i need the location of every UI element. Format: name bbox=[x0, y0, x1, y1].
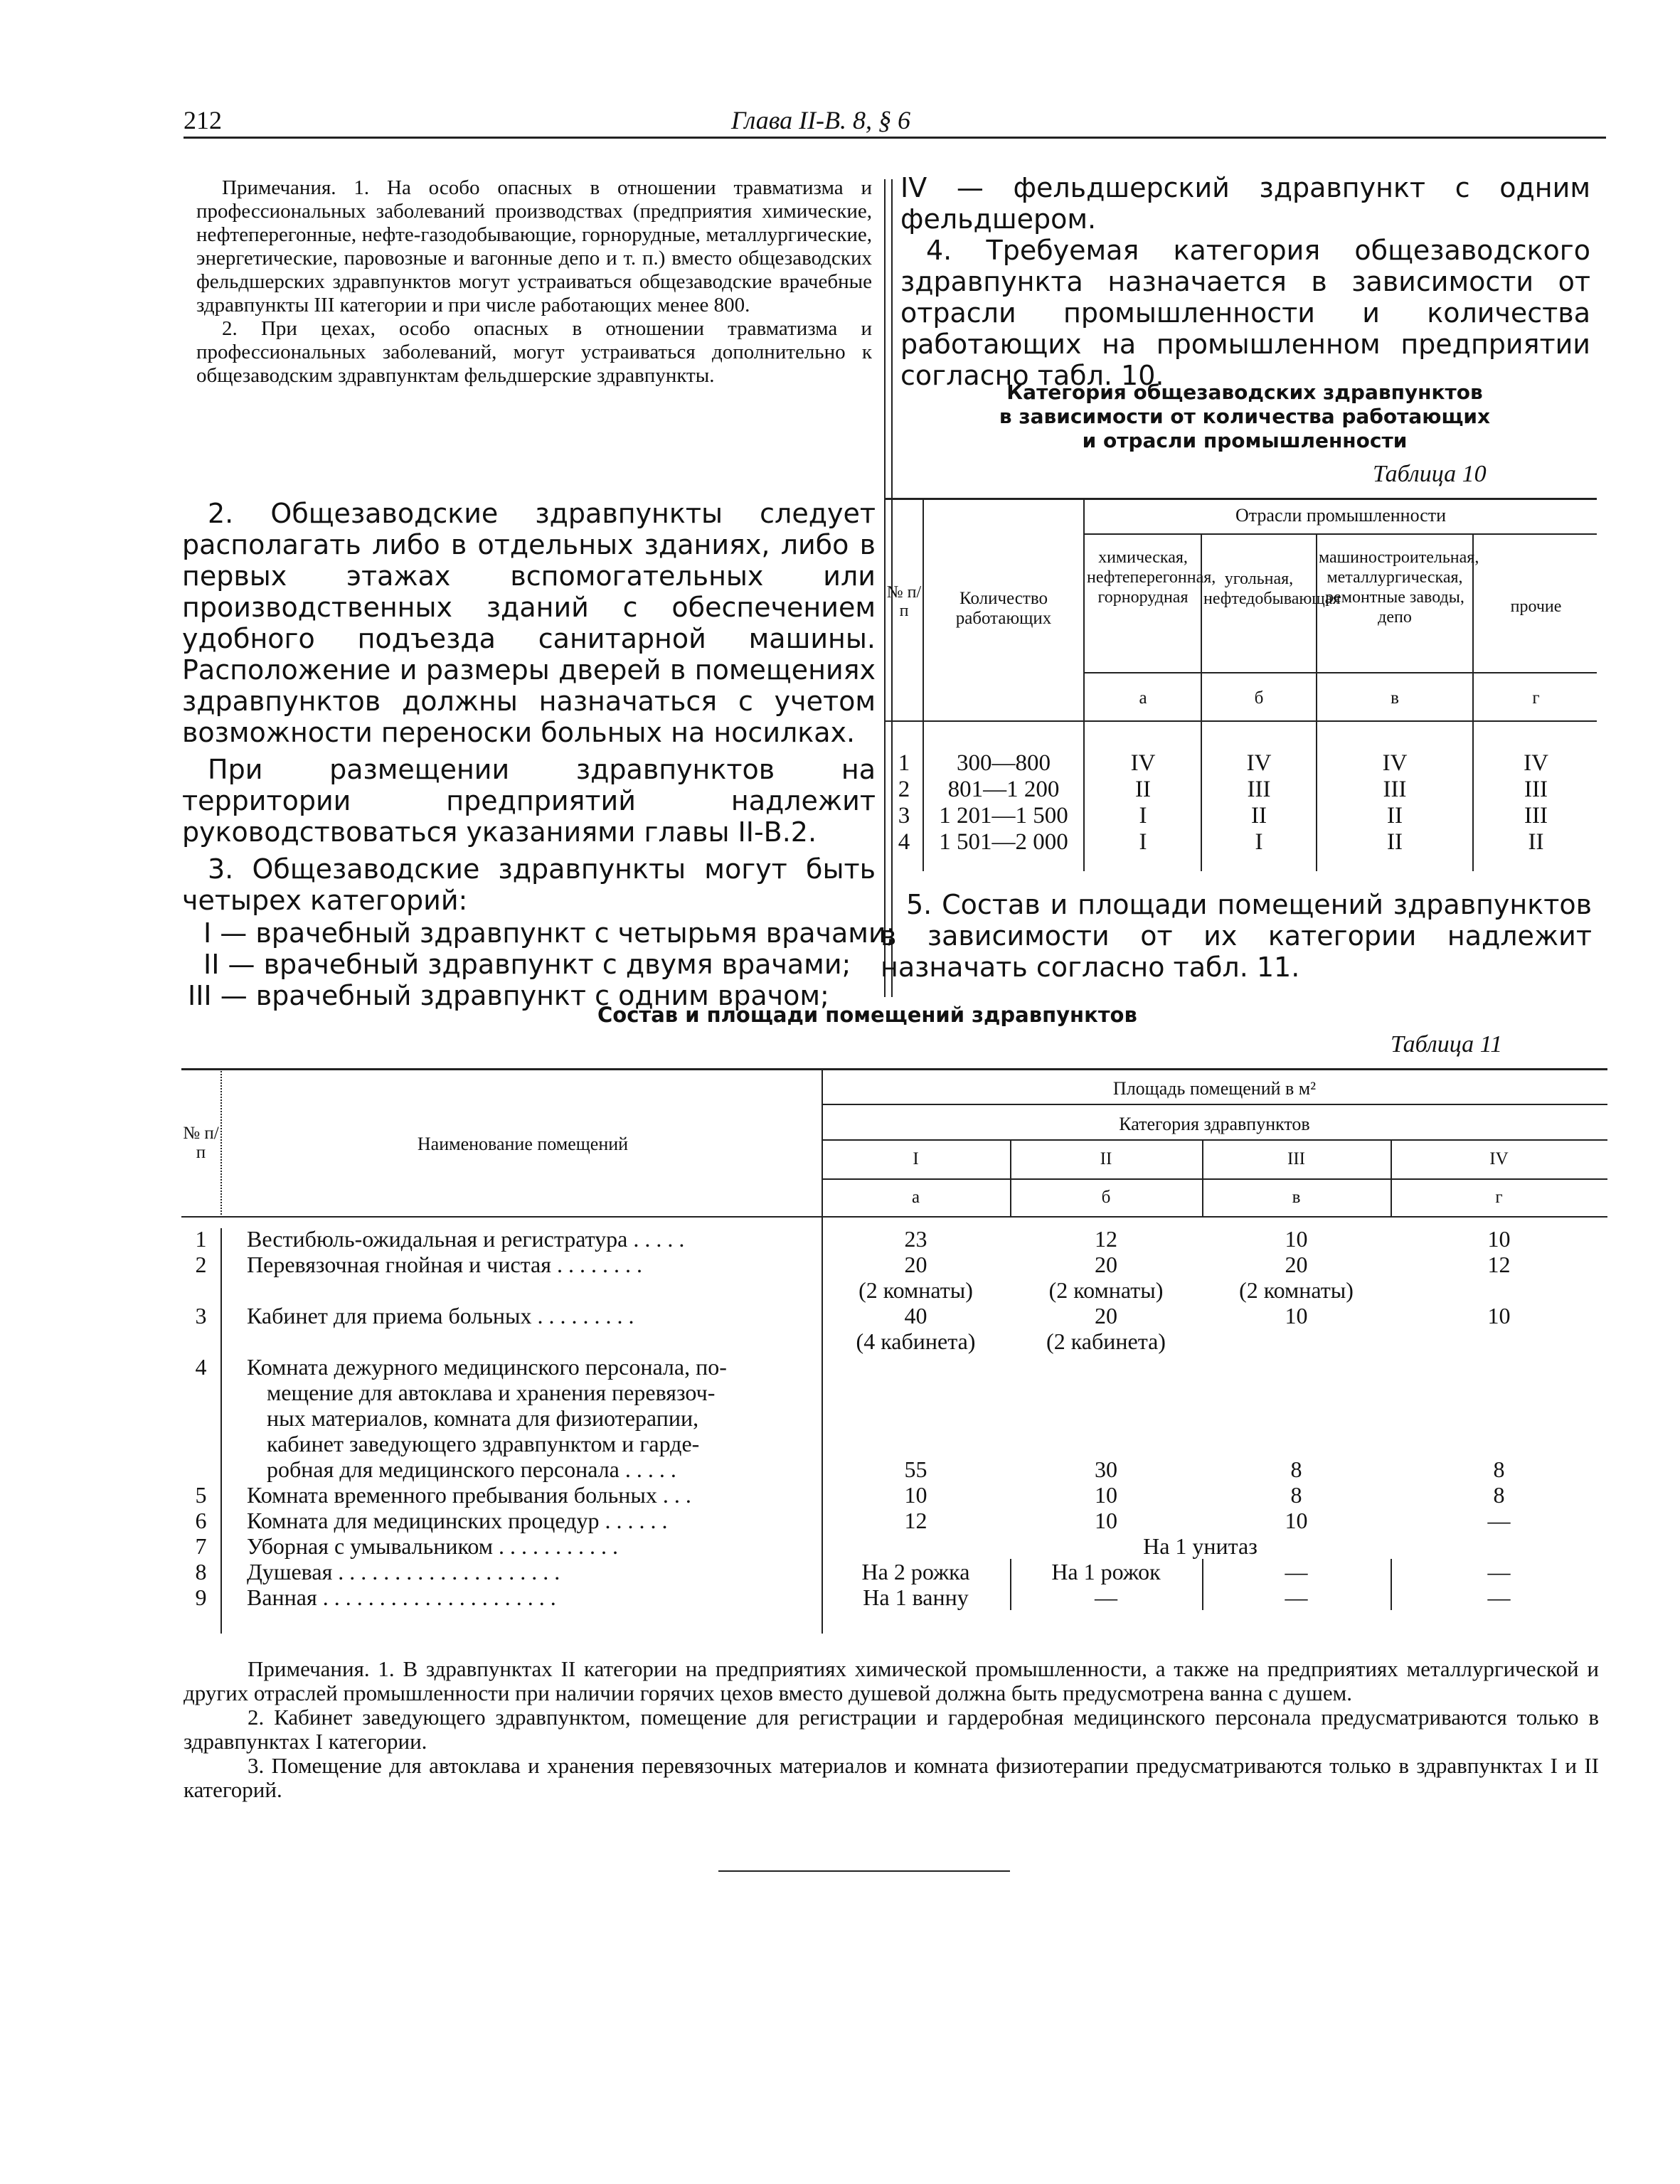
table11-caption: Состав и площади помещений здравпунктов bbox=[597, 1003, 1137, 1027]
t11-cell: 10 bbox=[1487, 1226, 1511, 1252]
table10-label: Таблица 10 bbox=[1373, 461, 1487, 487]
left-notes bbox=[196, 176, 872, 388]
t11-row-name: мещение для автоклава и хранения перевязоч- bbox=[267, 1380, 716, 1405]
bottom-note-2: 2. Кабинет заведующего здравпунктом, помещение для регистрации и гардеробная медицинского персонала предусматриваются только в здравпунктах I категории. bbox=[184, 1705, 1599, 1754]
para-5-text: 5. Состав и площади помещений здравпунктов в зависимости от их категории надлежит назначать согласно табл. 11. bbox=[881, 889, 1592, 983]
running-head: Глава II-В. 8, § 6 bbox=[731, 106, 911, 134]
t11-cat-3: III bbox=[1287, 1149, 1305, 1168]
t11-letter-a: а bbox=[911, 1188, 920, 1207]
t11-cell: (2 комнаты) bbox=[858, 1277, 973, 1303]
table10-caption-line: и отрасли промышленности bbox=[1082, 429, 1408, 452]
t11-row-name: робная для медицинского персонала . . . . . bbox=[267, 1456, 676, 1482]
t10-cell: I bbox=[1139, 829, 1147, 855]
t11-row-name: Уборная с умывальником . . . . . . . . . . . bbox=[247, 1533, 619, 1559]
table11-label: Таблица 11 bbox=[1391, 1031, 1503, 1058]
t11-row-name: Душевая . . . . . . . . . . . . . . . . . . . . bbox=[247, 1559, 560, 1584]
t11-row-num: 2 bbox=[195, 1252, 207, 1277]
t11-col-separator bbox=[1391, 1559, 1392, 1610]
t10-letter-c: в bbox=[1391, 688, 1399, 708]
t11-cat-header: Категория здравпунктов bbox=[1119, 1114, 1310, 1134]
right-body bbox=[900, 172, 1590, 391]
t11-cell: 20 bbox=[1095, 1252, 1117, 1277]
t10-cell: 300—800 bbox=[957, 750, 1051, 776]
t11-row-name: Комната для медицинских процедур . . . . . . bbox=[247, 1508, 668, 1533]
t11-row-num: 6 bbox=[195, 1508, 207, 1533]
t10-cell: II bbox=[1387, 803, 1403, 829]
t11-cell: 20 bbox=[1095, 1303, 1117, 1328]
t11-span-cell: На 1 унитаз bbox=[1143, 1533, 1258, 1559]
t10-cell: III bbox=[1247, 777, 1271, 802]
t11-row-num: 9 bbox=[195, 1584, 207, 1610]
t11-cell: — bbox=[1487, 1584, 1511, 1610]
t11-cell: — bbox=[1487, 1559, 1511, 1584]
t11-cell: (2 кабинета) bbox=[1046, 1328, 1166, 1354]
t10-cell: III bbox=[1383, 777, 1407, 802]
t10-col-qty: Количество работающих bbox=[955, 589, 1052, 628]
t11-cell: 20 bbox=[1285, 1252, 1308, 1277]
t11-row-num: 8 bbox=[195, 1559, 207, 1584]
t11-cell: 12 bbox=[1487, 1252, 1511, 1277]
t11-cell: 55 bbox=[904, 1456, 927, 1482]
t10-col-c: машиностроительная, металлургическая, ремонтные заводы, депо bbox=[1319, 548, 1479, 627]
t11-cell: (2 комнаты) bbox=[1239, 1277, 1354, 1303]
left-note-1: Примечания. 1. На особо опасных в отношении травматизма и профессиональных заболеваний производствах (предприятия химические, нефтеперегонные, нефте-газодобывающие, горнорудные, металлургические, энергетические, паровозные и вагонные депо и т. п.) вместо общезаводских фельдшерских здравпунктов могут устраиваться общезаводские врачебные здравпункты III категории и при числе работающих менее 800. bbox=[196, 176, 872, 316]
t11-cell: 12 bbox=[1095, 1226, 1117, 1252]
category-2: II — врачебный здравпункт с двумя врачами; bbox=[203, 949, 851, 980]
t11-cell: (4 кабинета) bbox=[856, 1328, 976, 1354]
t11-row-name: Вестибюль-ожидальная и регистратура . . . . . bbox=[247, 1226, 685, 1252]
t11-col-name: Наименование помещений bbox=[417, 1134, 629, 1154]
t11-cell: 23 bbox=[904, 1226, 927, 1252]
t11-cell: 8 bbox=[1493, 1482, 1505, 1508]
t11-col-num: № п/п bbox=[183, 1124, 219, 1162]
t10-col-a: химическая, нефтеперегонная, горнорудная bbox=[1087, 548, 1216, 607]
t11-cat-4: IV bbox=[1489, 1149, 1509, 1168]
t10-cell: 1 bbox=[898, 750, 910, 776]
t10-cell: I bbox=[1255, 829, 1263, 855]
t11-row-name: Ванная . . . . . . . . . . . . . . . . . . . . . bbox=[247, 1584, 556, 1610]
t10-col-d: прочие bbox=[1510, 597, 1562, 616]
t11-row-name: ных материалов, комната для физиотерапии, bbox=[267, 1405, 699, 1431]
t10-cell: II bbox=[1387, 829, 1403, 855]
category-list bbox=[182, 917, 895, 1011]
t11-row-num: 3 bbox=[195, 1303, 207, 1328]
t11-cell: 10 bbox=[1285, 1303, 1308, 1328]
t11-cell: На 2 рожка bbox=[861, 1559, 970, 1584]
t11-cell: 8 bbox=[1290, 1456, 1302, 1482]
t11-row-name: Комната временного пребывания больных . . . bbox=[247, 1482, 691, 1508]
category-3: III — врачебный здравпункт с одним врачом; bbox=[188, 980, 829, 1011]
t11-cell: — bbox=[1285, 1584, 1308, 1610]
t10-cell: II bbox=[1251, 803, 1267, 829]
t11-row-num: 4 bbox=[195, 1354, 207, 1380]
left-body bbox=[182, 498, 895, 1011]
para-3: 3. Общезаводские здравпункты могут быть четырех категорий: bbox=[182, 853, 876, 916]
bottom-notes bbox=[184, 1657, 1599, 1802]
t11-col-separator bbox=[1010, 1559, 1011, 1610]
t11-col-separator bbox=[1202, 1559, 1203, 1610]
t11-row-num: 7 bbox=[195, 1533, 207, 1559]
t10-cell: III bbox=[1524, 777, 1548, 802]
t10-cell: 801—1 200 bbox=[947, 777, 1060, 802]
t11-cat-2: II bbox=[1100, 1149, 1112, 1168]
t10-cell: 3 bbox=[898, 803, 910, 829]
bottom-note-3: 3. Помещение для автоклава и хранения перевязочных материалов и комната физиотерапии предусматриваются только в здравпунктах I и II категорий. bbox=[184, 1753, 1599, 1802]
t10-cell: II bbox=[1528, 829, 1544, 855]
t11-row-name: Перевязочная гнойная и чистая . . . . . . . . bbox=[247, 1252, 642, 1277]
left-note-2: 2. При цехах, особо опасных в отношении травматизма и профессиональных заболеваний, могут устраиваться дополнительно к общезаводским здравпунктам фельдшерские здравпункты. bbox=[196, 317, 872, 387]
page-number: 212 bbox=[184, 106, 222, 134]
t11-cell: 12 bbox=[904, 1508, 927, 1533]
t11-cell: 40 bbox=[904, 1303, 927, 1328]
running-header bbox=[184, 105, 1606, 139]
t11-cell: 8 bbox=[1290, 1482, 1302, 1508]
table10-caption-line: Категория общезаводских здравпунктов bbox=[1006, 380, 1483, 404]
t11-cell: 10 bbox=[1285, 1226, 1308, 1252]
para-placement: При размещении здравпунктов на территории предприятий надлежит руководствоваться указаниями главы II-В.2. bbox=[182, 754, 876, 848]
t11-cell: На 1 рожок bbox=[1051, 1559, 1161, 1584]
t11-letter-c: в bbox=[1292, 1188, 1301, 1207]
t11-cell: 10 bbox=[1095, 1508, 1117, 1533]
t11-area-header: Площадь помещений в м² bbox=[1112, 1078, 1317, 1099]
t10-letter-a: а bbox=[1139, 688, 1147, 708]
t11-cell: 10 bbox=[904, 1482, 927, 1508]
t11-row-name: Комната дежурного медицинского персонала, по- bbox=[247, 1354, 727, 1380]
para-5 bbox=[881, 889, 1592, 983]
t11-letter-d: г bbox=[1495, 1188, 1503, 1207]
t10-cell: IV bbox=[1524, 750, 1548, 776]
t10-col-b: угольная, нефтедобывающая bbox=[1203, 570, 1341, 608]
t11-cell: — bbox=[1095, 1584, 1117, 1610]
bottom-note-1: Примечания. 1. В здравпунктах II категории на предприятиях химической промышленности, а также на предприятиях металлургической и других отраслей промышленности при наличии горячих цехов вместо душевой должна быть предусмотрена ванна с душем. bbox=[184, 1656, 1599, 1705]
t10-letter-b: б bbox=[1254, 688, 1264, 708]
t10-group-header: Отрасли промышленности bbox=[1235, 505, 1447, 526]
t11-cell: — bbox=[1285, 1559, 1308, 1584]
t10-cell: IV bbox=[1246, 750, 1272, 776]
t11-row-num: 5 bbox=[195, 1482, 207, 1508]
category-1: I — врачебный здравпункт с четырьмя врачами; bbox=[203, 917, 895, 949]
t10-cell: 2 bbox=[898, 777, 910, 802]
t11-cell: 10 bbox=[1285, 1508, 1308, 1533]
t11-cell: 10 bbox=[1487, 1303, 1511, 1328]
t10-letter-d: г bbox=[1532, 688, 1540, 708]
t11-cell: 10 bbox=[1095, 1482, 1117, 1508]
t10-cell: 1 501—2 000 bbox=[939, 829, 1068, 855]
t11-cell: 20 bbox=[904, 1252, 927, 1277]
para-4: 4. Требуемая категория общезаводского здравпункта назначается в зависимости от отрасли промышленности и количества работающих на промышленном предприятии согласно табл. 10. bbox=[900, 235, 1590, 391]
table11 bbox=[181, 1068, 1607, 1637]
t10-cell: 1 201—1 500 bbox=[939, 803, 1068, 829]
end-rule bbox=[718, 1870, 1010, 1872]
table10 bbox=[886, 498, 1597, 871]
t10-cell: IV bbox=[1130, 750, 1156, 776]
t10-cell: 4 bbox=[898, 829, 910, 855]
t11-row-num: 1 bbox=[195, 1226, 207, 1252]
t10-col-num: № п/п bbox=[886, 583, 922, 620]
t11-cell: (2 комнаты) bbox=[1048, 1277, 1164, 1303]
t11-cell: На 1 ванну bbox=[863, 1584, 969, 1610]
t11-cell: — bbox=[1487, 1508, 1511, 1533]
t11-letter-b: б bbox=[1101, 1188, 1111, 1207]
t10-cell: II bbox=[1135, 777, 1151, 802]
category-4: IV — фельдшерский здравпункт с одним фельдшером. bbox=[900, 172, 1590, 235]
t10-cell: III bbox=[1524, 803, 1548, 829]
t10-cell: I bbox=[1139, 803, 1147, 829]
t11-row-name: кабинет заведующего здравпунктом и гарде- bbox=[267, 1431, 700, 1456]
table10-caption bbox=[925, 380, 1565, 453]
t11-cat-1: I bbox=[913, 1149, 919, 1168]
para-2: 2. Общезаводские здравпункты следует располагать либо в отдельных зданиях, либо в первых этажах вспомогательных или производственных зданий с обеспечением удобного подъезда санитарной машины. Расположение и размеры дверей в помещениях здравпунктов должны назначаться с учетом возможности переноски больных на носилках. bbox=[182, 498, 876, 748]
t11-row-name: Кабинет для приема больных . . . . . . . . . bbox=[247, 1303, 634, 1328]
t11-cell: 8 bbox=[1493, 1456, 1505, 1482]
t10-cell: IV bbox=[1382, 750, 1408, 776]
t11-cell: 30 bbox=[1095, 1456, 1117, 1482]
table10-caption-line: в зависимости от количества работающих bbox=[999, 405, 1491, 428]
